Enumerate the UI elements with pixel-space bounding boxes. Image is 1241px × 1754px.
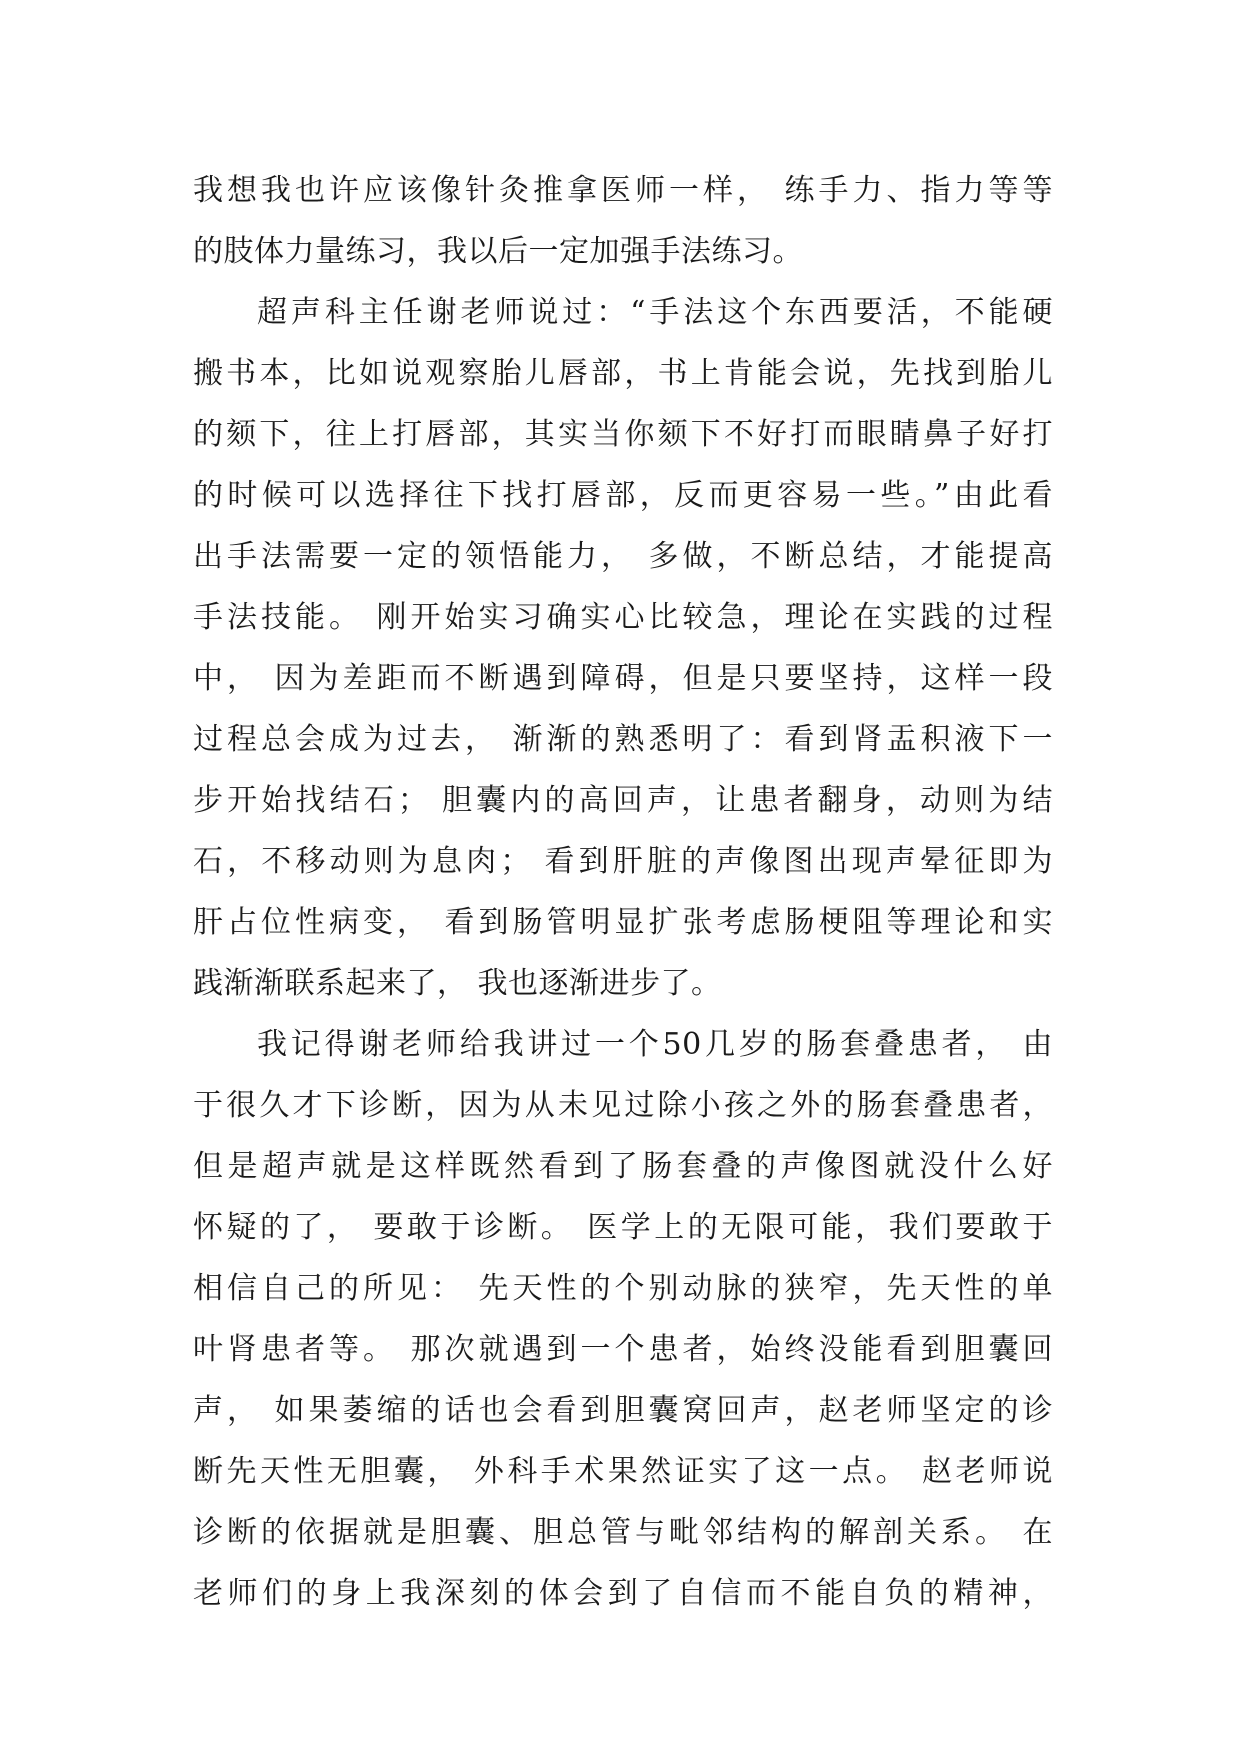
text-line: 的时候可以选择往下找打唇部，反而更容易一些。”由此看 <box>193 478 1053 513</box>
text-line: 叶肾患者等。 那次就遇到一个患者，始终没能看到胆囊回 <box>193 1332 1053 1367</box>
text-line: 践渐渐联系起来了， 我也逐渐进步了。 <box>193 966 722 1001</box>
text-line: 手法技能。 刚开始实习确实心比较急，理论在实践的过程 <box>193 600 1053 635</box>
text-line: 但是超声就是这样既然看到了肠套叠的声像图就没什么好 <box>193 1149 1053 1184</box>
text-line: 诊断的依据就是胆囊、胆总管与毗邻结构的解剖关系。 在 <box>193 1515 1053 1550</box>
body-text <box>193 160 1053 1624</box>
text-line: 超声科主任谢老师说过：“手法这个东西要活，不能硬 <box>257 295 1053 330</box>
text-line: 我记得谢老师给我讲过一个50几岁的肠套叠患者， 由 <box>257 1027 1053 1062</box>
text-line: 怀疑的了， 要敢于诊断。 医学上的无限可能，我们要敢于 <box>193 1210 1053 1245</box>
text-line: 老师们的身上我深刻的体会到了自信而不能自负的精神， <box>193 1576 1053 1611</box>
text-line: 我想我也许应该像针灸推拿医师一样， 练手力、指力等等 <box>193 173 1053 208</box>
text-line: 过程总会成为过去， 渐渐的熟悉明了：看到肾盂积液下一 <box>193 722 1053 757</box>
text-line: 肝占位性病变， 看到肠管明显扩张考虑肠梗阻等理论和实 <box>193 905 1053 940</box>
text-line: 相信自己的所见： 先天性的个别动脉的狭窄，先天性的单 <box>193 1271 1053 1306</box>
text-line: 声， 如果萎缩的话也会看到胆囊窝回声，赵老师坚定的诊 <box>193 1393 1053 1428</box>
text-line: 石，不移动则为息肉； 看到肝脏的声像图出现声晕征即为 <box>193 844 1053 879</box>
text-line: 中， 因为差距而不断遇到障碍，但是只要坚持，这样一段 <box>193 661 1053 696</box>
text-line: 于很久才下诊断，因为从未见过除小孩之外的肠套叠患者， <box>193 1088 1053 1123</box>
text-line: 出手法需要一定的领悟能力， 多做，不断总结，才能提高 <box>193 539 1053 574</box>
text-line: 断先天性无胆囊， 外科手术果然证实了这一点。 赵老师说 <box>193 1454 1053 1489</box>
text-line: 步开始找结石； 胆囊内的高回声，让患者翻身，动则为结 <box>193 783 1053 818</box>
text-line: 的颏下，往上打唇部，其实当你颏下不好打而眼睛鼻子好打 <box>193 417 1053 452</box>
text-line: 搬书本，比如说观察胎儿唇部，书上肯能会说，先找到胎儿 <box>193 356 1053 391</box>
text-line: 的肢体力量练习，我以后一定加强手法练习。 <box>193 234 803 269</box>
